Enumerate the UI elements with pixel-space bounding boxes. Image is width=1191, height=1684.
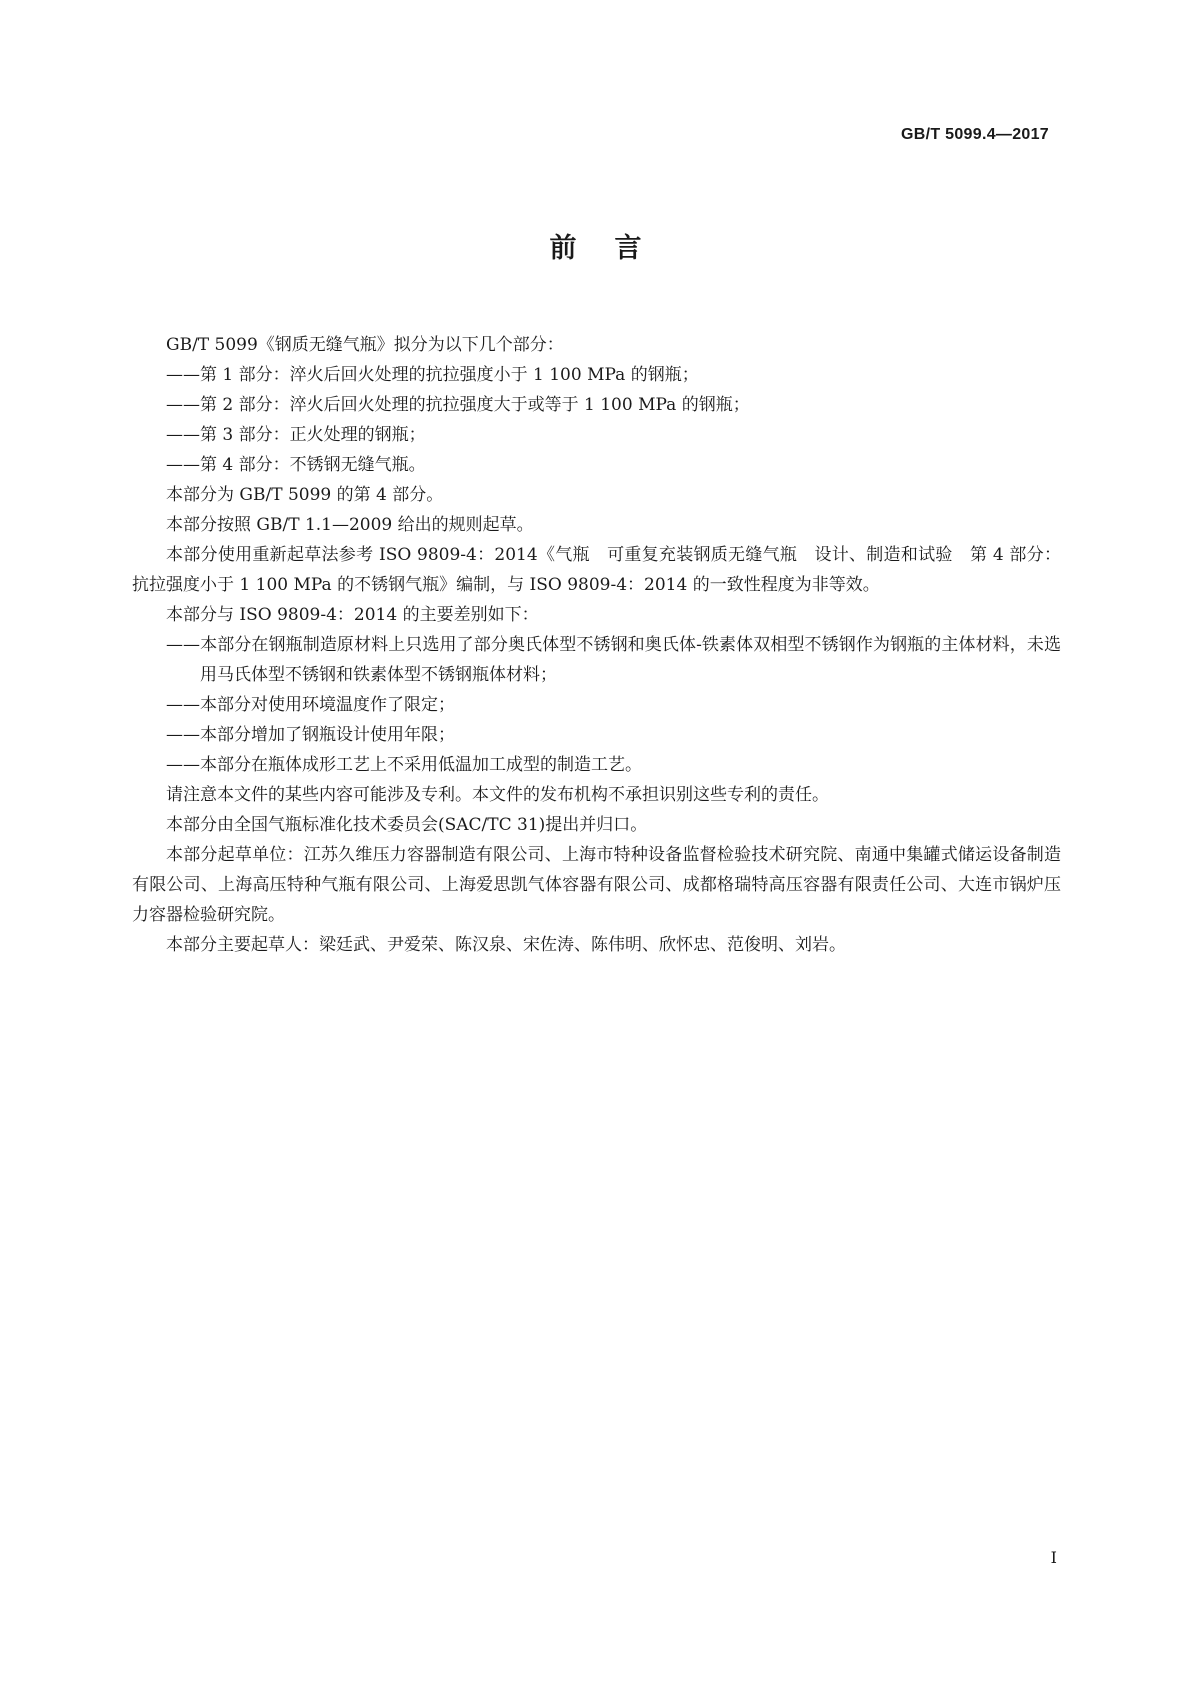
list-item-part-2: ——第 2 部分：淬火后回火处理的抗拉强度大于或等于 1 100 MPa 的钢瓶；: [166, 395, 750, 415]
paragraph-differences-intro: 本部分与 ISO 9809-4：2014 的主要差别如下：: [166, 605, 539, 625]
list-item-part-1: ——第 1 部分：淬火后回火处理的抗拉强度小于 1 100 MPa 的钢瓶；: [166, 365, 699, 385]
foreword-body: [132, 330, 1061, 960]
paragraph-drafting-rules: 本部分按照 GB/T 1.1—2009 给出的规则起草。: [166, 515, 534, 535]
list-item-difference-temperature: ——本部分对使用环境温度作了限定；: [166, 695, 455, 715]
paragraph-part-statement: 本部分为 GB/T 5099 的第 4 部分。: [166, 485, 444, 505]
list-item-difference-service-life: ——本部分增加了钢瓶设计使用年限；: [166, 725, 455, 745]
list-item-part-3: ——第 3 部分：正火处理的钢瓶；: [166, 425, 426, 445]
list-item-part-4: ——第 4 部分：不锈钢无缝气瓶。: [166, 455, 426, 475]
paragraph-series-intro: GB/T 5099《钢质无缝气瓶》拟分为以下几个部分：: [166, 335, 564, 355]
standard-number: GB/T 5099.4—2017: [901, 126, 1049, 143]
paragraph-drafters: 本部分主要起草人：梁廷武、尹爱荣、陈汉泉、宋佐涛、陈伟明、欣怀忠、范俊明、刘岩。: [166, 935, 846, 955]
paragraph-committee: 本部分由全国气瓶标准化技术委员会(SAC/TC 31)提出并归口。: [166, 815, 648, 835]
list-item-difference-materials: ——本部分在钢瓶制造原材料上只选用了部分奥氏体型不锈钢和奥氏体-铁素体双相型不锈钢作为钢瓶的主体材料，未选用马氏体型不锈钢和铁素体型不锈钢瓶体材料；: [166, 635, 1061, 685]
page-title: 前言: [549, 233, 680, 264]
list-item-difference-forming: ——本部分在瓶体成形工艺上不采用低温加工成型的制造工艺。: [166, 755, 642, 775]
paragraph-drafting-units: 本部分起草单位：江苏久维压力容器制造有限公司、上海市特种设备监督检验技术研究院、南通中集罐式储运设备制造有限公司、上海高压特种气瓶有限公司、上海爱思凯气体容器有限公司、成都格瑞特高压容器有限责任公司、大连市锅炉压力容器检验研究院。: [132, 845, 1061, 925]
paragraph-iso-reference: 本部分使用重新起草法参考 ISO 9809-4：2014《气瓶 可重复充装钢质无缝气瓶 设计、制造和试验 第 4 部分：抗拉强度小于 1 100 MPa 的不锈钢气瓶》编制，与 ISO 9809-4：2014 的一致性程度为非等效。: [132, 545, 1061, 595]
page-number: I: [1050, 1548, 1057, 1567]
paragraph-patent-notice: 请注意本文件的某些内容可能涉及专利。本文件的发布机构不承担识别这些专利的责任。: [166, 785, 829, 805]
